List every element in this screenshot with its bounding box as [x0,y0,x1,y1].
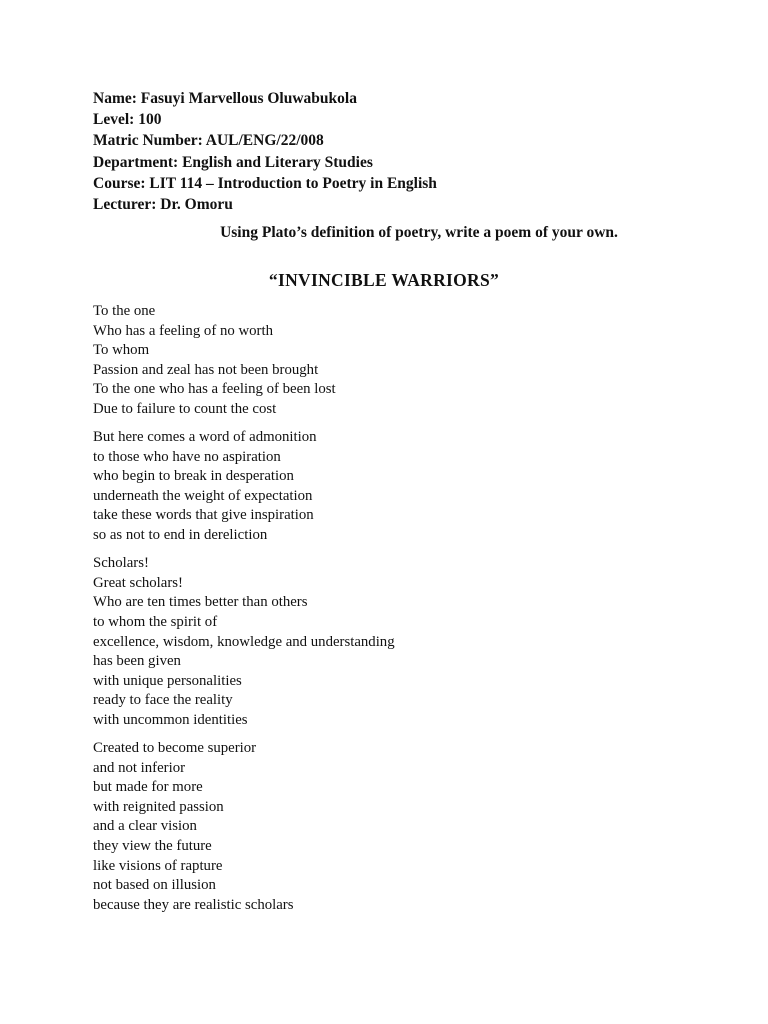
poem-line: and a clear vision [93,818,197,835]
poem-line: who begin to break in desperation [93,468,294,485]
stanza [93,739,395,915]
poem-line: Who has a feeling of no worth [93,322,273,339]
poem-line: and not inferior [93,759,186,776]
poem-line: Created to become superior [93,739,257,756]
student-level: Level: 100 [93,111,162,129]
matric-number: Matric Number: AUL/ENG/22/008 [93,132,324,150]
stanza [93,302,395,420]
assignment-question: Using Plato’s definition of poetry, write a poem of your own. [220,224,618,241]
poem-line: Passion and zeal has not been brought [93,361,319,378]
poem-line: To the one who has a feeling of been lost [93,381,336,398]
student-info-block [93,88,437,215]
poem-body [93,302,395,924]
stanza [93,554,395,730]
poem-line: they view the future [93,837,212,854]
poem-line: underneath the weight of expectation [93,487,313,504]
lecturer: Lecturer: Dr. Omoru [93,196,233,214]
poem-line: But here comes a word of admonition [93,429,317,446]
poem-line: because they are realistic scholars [93,896,294,913]
poem-title: “INVINCIBLE WARRIORS” [268,270,500,290]
poem-line: with uncommon identities [93,711,248,728]
department: Department: English and Literary Studies [93,153,373,171]
poem-line: with reignited passion [93,798,224,815]
poem-line: ready to face the reality [93,692,233,709]
poem-line: To the one [93,303,156,319]
poem-line: to whom the spirit of [93,613,218,630]
poem-line: To whom [93,342,150,359]
poem-line: with unique personalities [93,672,242,689]
poem-line: not based on illusion [93,877,216,894]
poem-line: Scholars! [93,555,149,572]
poem-line: like visions of rapture [93,857,223,874]
poem-line: so as not to end in dereliction [93,527,268,544]
poem-line: excellence, wisdom, knowledge and understanding [93,633,395,650]
poem-line: to those who have no aspiration [93,448,281,465]
poem-line: Who are ten times better than others [93,594,308,611]
student-name: Name: Fasuyi Marvellous Oluwabukola [93,90,357,107]
poem-line: Great scholars! [93,574,183,591]
poem-line: Due to failure to count the cost [93,400,277,417]
poem-line: has been given [93,653,181,670]
poem-line: take these words that give inspiration [93,507,314,524]
poem-line: but made for more [93,779,203,796]
stanza [93,428,395,546]
course: Course: LIT 114 – Introduction to Poetry in English [93,174,437,192]
